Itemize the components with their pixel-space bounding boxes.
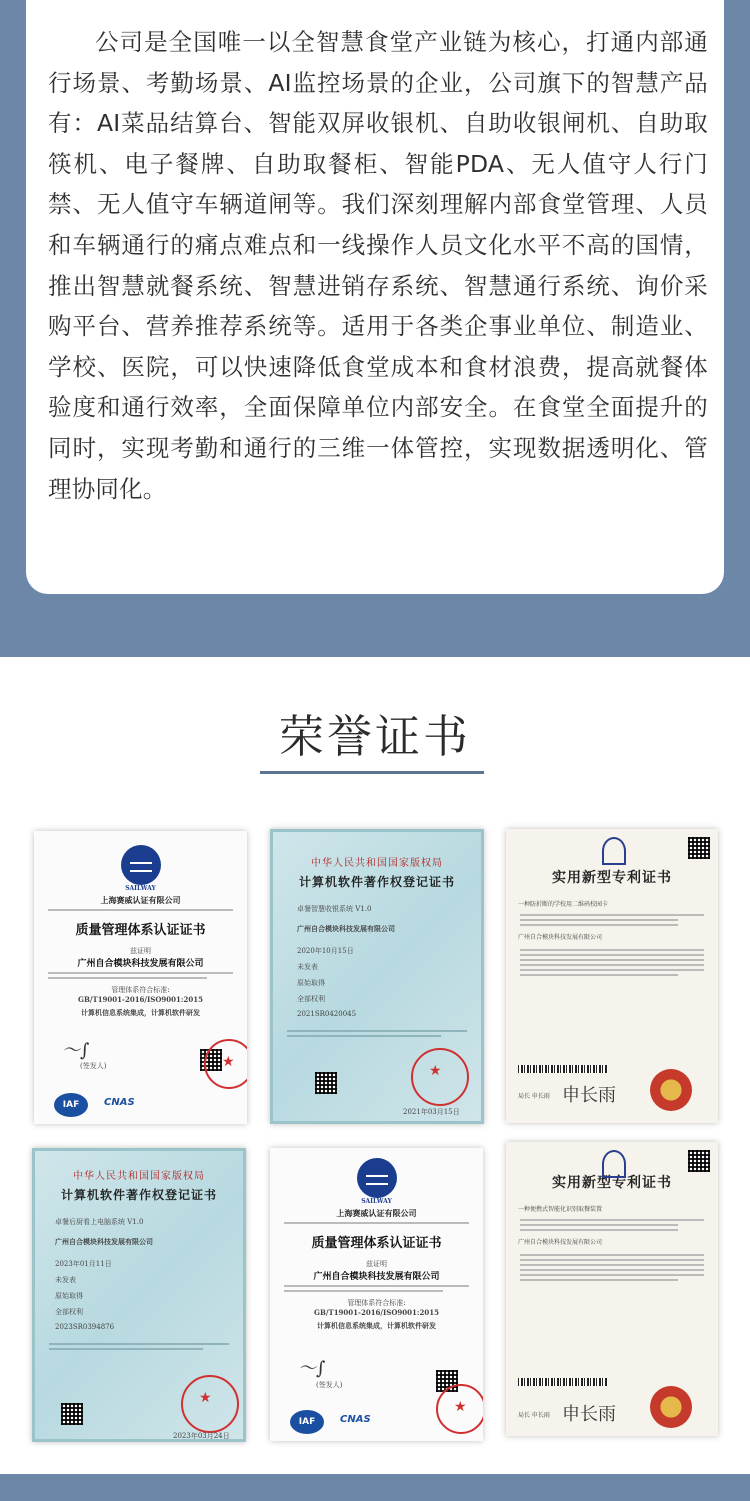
cnipa-logo-icon xyxy=(602,1150,626,1178)
rights-scope: 全部权利 xyxy=(297,995,325,1003)
signature-mark: 〜∫ xyxy=(298,1358,326,1379)
publish-status: 未发表 xyxy=(55,1276,76,1284)
certificate-title: 计算机软件著作权登记证书 xyxy=(60,1188,217,1202)
qr-code-icon xyxy=(61,1403,83,1425)
cnipa-logo-icon xyxy=(602,837,626,865)
certificate-quality-2 xyxy=(270,1148,483,1441)
intro-card xyxy=(26,0,724,594)
national-emblem-icon xyxy=(650,1386,692,1428)
qr-code-icon xyxy=(688,837,710,859)
director-label: 局长 申长雨 xyxy=(518,1093,550,1100)
sailway-logo-icon xyxy=(121,845,161,885)
certificate-title: 实用新型专利证书 xyxy=(552,1175,672,1191)
date-done: 2020年10月15日 xyxy=(297,947,354,955)
director-signature: 申长雨 xyxy=(562,1404,616,1425)
certificate-patent-1 xyxy=(506,829,718,1123)
holder: 广州自合模块科技发展有限公司 xyxy=(518,934,603,941)
iaf-badge: IAF xyxy=(54,1093,88,1117)
cnas-badge: CNAS xyxy=(104,1097,135,1108)
scope: 计算机信息系统集成，计算机软件研发 xyxy=(81,1008,200,1017)
issuer: 上海赛威认证有限公司 xyxy=(100,895,181,905)
logo-text: SAILWAY xyxy=(361,1198,392,1205)
red-seal-icon xyxy=(204,1039,247,1089)
holder: 广州自合模块科技发展有限公司 xyxy=(77,959,204,969)
software-name: 卓餐智慧收银系统 V1.0 xyxy=(297,905,372,913)
logo-text: SAILWAY xyxy=(125,885,156,892)
iaf-badge: IAF xyxy=(290,1410,324,1434)
standard: GB/T19001-2016/ISO9001:2015 xyxy=(314,1308,439,1317)
barcode-icon xyxy=(518,1065,608,1073)
acquire-method: 原始取得 xyxy=(55,1292,83,1300)
rights-scope: 全部权利 xyxy=(55,1308,83,1316)
certificate-title: 质量管理体系认证证书 xyxy=(75,923,206,938)
holder-label: 兹证明 xyxy=(130,947,151,955)
owner: 广州自合模块科技发展有限公司 xyxy=(55,1237,153,1246)
standard: GB/T19001-2016/ISO9001:2015 xyxy=(78,995,203,1004)
signer: (签发人) xyxy=(316,1381,343,1389)
standard-label: 管理体系符合标准: xyxy=(111,986,170,994)
issuer: 上海赛威认证有限公司 xyxy=(336,1208,417,1218)
holder: 广州自合模块科技发展有限公司 xyxy=(518,1239,603,1246)
acquire-method: 原始取得 xyxy=(297,979,325,987)
software-name: 卓餐后厨看上电脑系统 V1.0 xyxy=(55,1218,144,1226)
certificate-copyright-1 xyxy=(270,829,484,1124)
certificate-title: 计算机软件著作权登记证书 xyxy=(298,875,455,889)
certificate-title: 实用新型专利证书 xyxy=(552,870,672,886)
copyright-header: 中华人民共和国国家版权局 xyxy=(311,858,443,869)
reg-number: 2023SR0394876 xyxy=(55,1323,115,1331)
patent-name: 一种防折断的学校用二维码校园卡 xyxy=(518,901,609,908)
director-label: 局长 申长雨 xyxy=(518,1412,550,1419)
sailway-logo-icon xyxy=(357,1158,397,1198)
certificate-quality-1 xyxy=(34,831,247,1124)
standard-label: 管理体系符合标准: xyxy=(347,1299,406,1307)
barcode-icon xyxy=(518,1378,608,1386)
signer: (签发人) xyxy=(80,1062,107,1070)
seal-date: 2021年03月15日 xyxy=(403,1108,460,1116)
signature-mark: 〜∫ xyxy=(62,1040,90,1061)
qr-code-icon xyxy=(315,1072,337,1094)
date-done: 2023年01月11日 xyxy=(55,1260,112,1268)
red-seal-icon xyxy=(181,1375,239,1433)
cnas-badge: CNAS xyxy=(340,1414,371,1425)
holder: 广州自合模块科技发展有限公司 xyxy=(313,1272,440,1282)
seal-date: 2023年03月24日 xyxy=(173,1432,230,1440)
holder-label: 兹证明 xyxy=(366,1260,387,1268)
copyright-header: 中华人民共和国国家版权局 xyxy=(73,1171,205,1182)
intro-paragraph: 公司是全国唯一以全智慧食堂产业链为核心，打通内部通行场景、考勤场景、AI监控场景的企业，公司旗下的智慧产品有：AI菜品结算台、智能双屏收银机、自助收银闸机、自助取筷机、电子餐牌、自助取餐柜、智能PDA、无人值守人行门禁、无人值守车辆道闸等。我们深刻理解内部食堂管理、人员和车辆通行的痛点难点和一线操作人员文化水平不高的国情，推出智慧就餐系统、智慧进销存系统、智慧通行系统、询价采购平台、营养推荐系统等。适用于各类企事业单位、制造业、学校、医院，可以快速降低食堂成本和食材浪费，提高就餐体验度和通行效率，全面保障单位内部安全。在食堂全面提升的同时，实现考勤和通行的三维一体管控，实现数据透明化、管理协同化。 xyxy=(48,28,708,503)
bottom-band xyxy=(0,1474,750,1501)
director-signature: 申长雨 xyxy=(562,1085,616,1106)
certificate-patent-2 xyxy=(506,1142,718,1436)
patent-name: 一种便携式智能化识别取餐装置 xyxy=(518,1206,603,1213)
scope: 计算机信息系统集成，计算机软件研发 xyxy=(317,1321,436,1330)
certificate-copyright-2 xyxy=(32,1148,246,1442)
owner: 广州自合模块科技发展有限公司 xyxy=(297,924,395,933)
title-underline xyxy=(260,771,484,774)
reg-number: 2021SR0420045 xyxy=(297,1010,357,1018)
qr-code-icon xyxy=(688,1150,710,1172)
section-title: 荣誉证书 xyxy=(278,710,471,763)
publish-status: 未发表 xyxy=(297,963,318,971)
red-seal-icon xyxy=(436,1384,483,1434)
national-emblem-icon xyxy=(650,1069,692,1111)
red-seal-icon xyxy=(411,1048,469,1106)
certificate-title: 质量管理体系认证证书 xyxy=(311,1236,442,1251)
